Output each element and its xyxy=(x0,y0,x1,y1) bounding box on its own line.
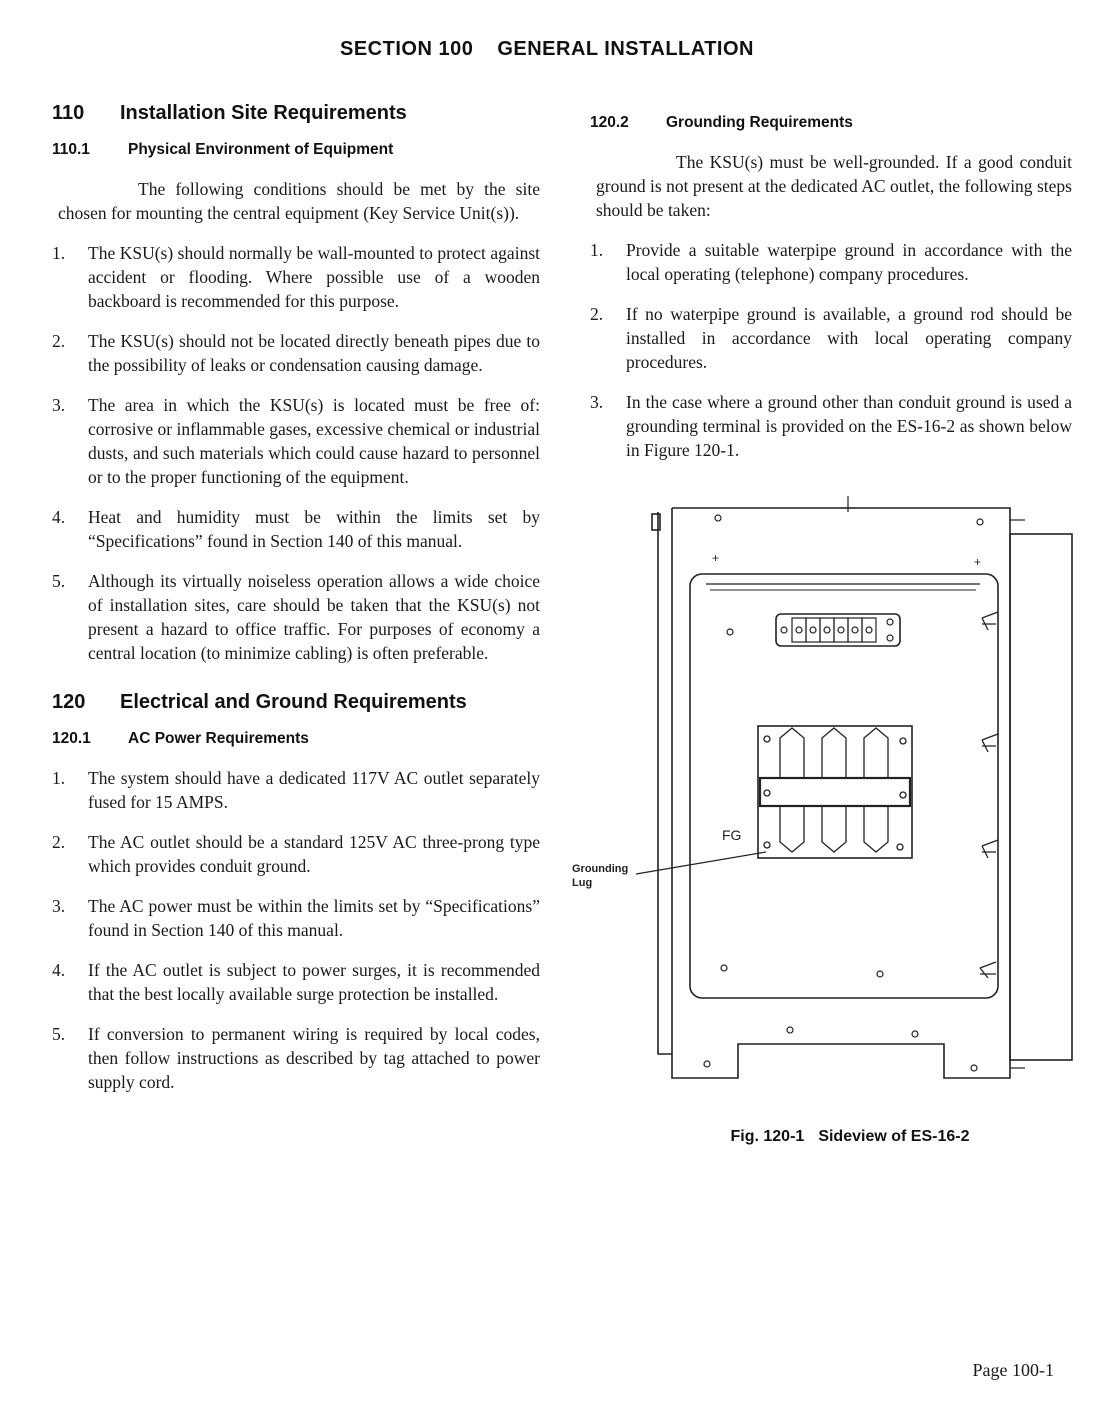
list-item xyxy=(52,830,540,878)
list-item xyxy=(590,302,1072,374)
grounding-lug-leader xyxy=(636,852,766,874)
section-title: GENERAL INSTALLATION xyxy=(497,38,754,60)
screw xyxy=(877,971,883,977)
fg-label: FG xyxy=(722,827,742,843)
connector xyxy=(822,728,846,778)
figure-es-16-2-diagram xyxy=(570,490,1090,1100)
connector-screw xyxy=(764,736,770,742)
panel-clip xyxy=(982,840,998,858)
list-item-number: 1. xyxy=(590,240,604,260)
list-item xyxy=(52,393,540,489)
list-item xyxy=(52,958,540,1006)
list-item-text: Provide a suitable waterpipe ground in accordance with the local operating (telephone) company procedures. xyxy=(626,240,1072,284)
list-item-number: 5. xyxy=(52,571,66,591)
screw xyxy=(912,1031,918,1037)
list-item-text: Although its virtually noiseless operation allows a wide choice of installation sites, care should be taken that the KSU(s) not present a hazard to office traffic. For purposes of economy a central location (to minimize cabling) is often preferable. xyxy=(88,571,540,663)
connector-screw xyxy=(900,738,906,744)
screw xyxy=(715,515,721,521)
paragraph-110-1-intro: The following conditions should be met by the site chosen for mounting the central equipment (Key Service Unit(s)). xyxy=(58,179,540,223)
connector-screw xyxy=(764,790,770,796)
grounding-lug-label: Grounding xyxy=(572,863,629,875)
connectors xyxy=(764,728,906,852)
terminal-screw xyxy=(824,627,830,633)
list-item xyxy=(52,569,540,665)
terminal-cell xyxy=(806,618,820,642)
heading-120-1-number: 120.1 xyxy=(52,730,91,747)
heading-120-1-title: AC Power Requirements xyxy=(128,730,309,747)
heading-120-2-title: Grounding Requirements xyxy=(666,114,853,131)
list-item-number: 2. xyxy=(52,832,66,852)
plus-mark: + xyxy=(712,551,720,565)
grounding-lug-label-2: Lug xyxy=(572,877,593,889)
connector-block xyxy=(758,726,912,858)
list-item xyxy=(590,390,1072,462)
list-item xyxy=(52,766,540,814)
heading-110-1 xyxy=(52,141,540,159)
terminal-cell xyxy=(820,618,834,642)
list-item-text: In the case where a ground other than conduit ground is used a grounding terminal is provided on the ES-16-2 as shown below in Figure 120-1. xyxy=(626,392,1072,460)
list-item-number: 2. xyxy=(590,304,604,324)
list-item-number: 3. xyxy=(590,392,604,412)
list-item-text: The KSU(s) should not be located directly beneath pipes due to the possibility of leaks or condensation causing damage. xyxy=(88,331,540,375)
list-item-text: The KSU(s) should normally be wall-mounted to protect against accident or flooding. Where possible use of a wooden backboard is recommended for this purpose. xyxy=(88,243,540,311)
screw xyxy=(704,1061,710,1067)
left-side-bracket xyxy=(658,512,672,1054)
heading-120-number: 120 xyxy=(52,691,86,713)
connector-clamp-bar xyxy=(760,778,910,806)
figure-caption xyxy=(590,1128,1094,1146)
list-item-text: If the AC outlet is subject to power surges, it is recommended that the best locally available surge protection be installed. xyxy=(88,960,540,1004)
connector xyxy=(780,728,804,778)
connector xyxy=(822,806,846,852)
chassis-outline xyxy=(672,508,1010,1078)
terminal-cell xyxy=(862,618,876,642)
list-item xyxy=(52,241,540,313)
list-item-text: The AC power must be within the limits set by “Specifications” found in Section 140 of this manual. xyxy=(88,896,540,940)
list-item-number: 1. xyxy=(52,243,66,263)
list-item-number: 3. xyxy=(52,896,66,916)
connector-screw xyxy=(897,844,903,850)
terminal-screw xyxy=(796,627,802,633)
connector xyxy=(864,728,888,778)
connector xyxy=(864,806,888,852)
screw xyxy=(727,629,733,635)
connector xyxy=(780,806,804,852)
terminal-screw xyxy=(887,619,893,625)
section-number: SECTION 100 xyxy=(340,38,474,60)
panel-clip xyxy=(982,612,998,630)
list-item-number: 2. xyxy=(52,331,66,351)
list-item-text: If no waterpipe ground is available, a ground rod should be installed in accordance with local operating company procedures. xyxy=(626,304,1072,372)
list-item-number: 4. xyxy=(52,507,66,527)
terminal-strip-cells xyxy=(781,618,893,642)
heading-120-1 xyxy=(52,730,540,748)
list-110-1 xyxy=(52,241,540,665)
terminal-screw xyxy=(887,635,893,641)
connector-screw xyxy=(900,792,906,798)
list-item-text: Heat and humidity must be within the limits set by “Specifications” found in Section 140 of this manual. xyxy=(88,507,540,551)
terminal-cell xyxy=(792,618,806,642)
list-item-number: 5. xyxy=(52,1024,66,1044)
screw xyxy=(971,1065,977,1071)
list-item-text: The system should have a dedicated 117V AC outlet separately fused for 15 AMPS. xyxy=(88,768,540,812)
terminal-cell xyxy=(834,618,848,642)
list-item xyxy=(590,238,1072,286)
terminal-screw xyxy=(838,627,844,633)
screw xyxy=(787,1027,793,1033)
screw xyxy=(977,519,983,525)
page-title xyxy=(0,38,1094,61)
list-item xyxy=(52,505,540,553)
terminal-screw xyxy=(781,627,787,633)
right-column xyxy=(590,102,1072,478)
list-item-text: The AC outlet should be a standard 125V AC three-prong type which provides conduit ground. xyxy=(88,832,540,876)
heading-110-title: Installation Site Requirements xyxy=(120,102,407,124)
list-120-1 xyxy=(52,766,540,1094)
left-column xyxy=(52,102,540,1110)
inner-panel xyxy=(690,574,998,998)
terminal-cell xyxy=(848,618,862,642)
list-item xyxy=(52,1022,540,1094)
heading-110-number: 110 xyxy=(52,102,85,124)
heading-120-title: Electrical and Ground Requirements xyxy=(120,691,467,713)
panel-clip xyxy=(982,734,998,752)
list-item-text: If conversion to permanent wiring is required by local codes, then follow instructions as described by tag attached to power supply cord. xyxy=(88,1024,540,1092)
paragraph-120-2-intro: The KSU(s) must be well-grounded. If a good conduit ground is not present at the dedicated AC outlet, the following steps should be taken: xyxy=(596,152,1072,220)
chassis-screws xyxy=(704,515,983,1071)
terminal-screw xyxy=(852,627,858,633)
list-item-number: 3. xyxy=(52,395,66,415)
heading-120-2-number: 120.2 xyxy=(590,114,629,131)
list-item-number: 1. xyxy=(52,768,66,788)
terminal-screw xyxy=(866,627,872,633)
list-item-number: 4. xyxy=(52,960,66,980)
heading-110-1-number: 110.1 xyxy=(52,141,90,158)
plus-mark: + xyxy=(974,555,982,569)
heading-120-2 xyxy=(590,114,1072,132)
list-item xyxy=(52,894,540,942)
panel-clips xyxy=(980,612,998,978)
connector-screw xyxy=(764,842,770,848)
page-number: Page 100-1 xyxy=(972,1360,1054,1380)
heading-110 xyxy=(52,102,540,125)
heading-120 xyxy=(52,691,540,714)
terminal-screw xyxy=(810,627,816,633)
list-item xyxy=(52,329,540,377)
screw xyxy=(721,965,727,971)
right-side-bracket xyxy=(1010,534,1072,1060)
heading-110-1-title: Physical Environment of Equipment xyxy=(128,141,394,158)
figure-caption-number: Fig. 120-1 xyxy=(730,1128,805,1145)
panel-clip xyxy=(980,962,996,978)
list-item-text: The area in which the KSU(s) is located must be free of: corrosive or inflammable gases, excessive chemical or industrial dusts, and such materials which could cause hazard to personnel or to the proper functioning of the equipment. xyxy=(88,395,540,487)
list-120-2 xyxy=(590,238,1072,462)
figure-caption-text: Sideview of ES-16-2 xyxy=(818,1128,970,1145)
